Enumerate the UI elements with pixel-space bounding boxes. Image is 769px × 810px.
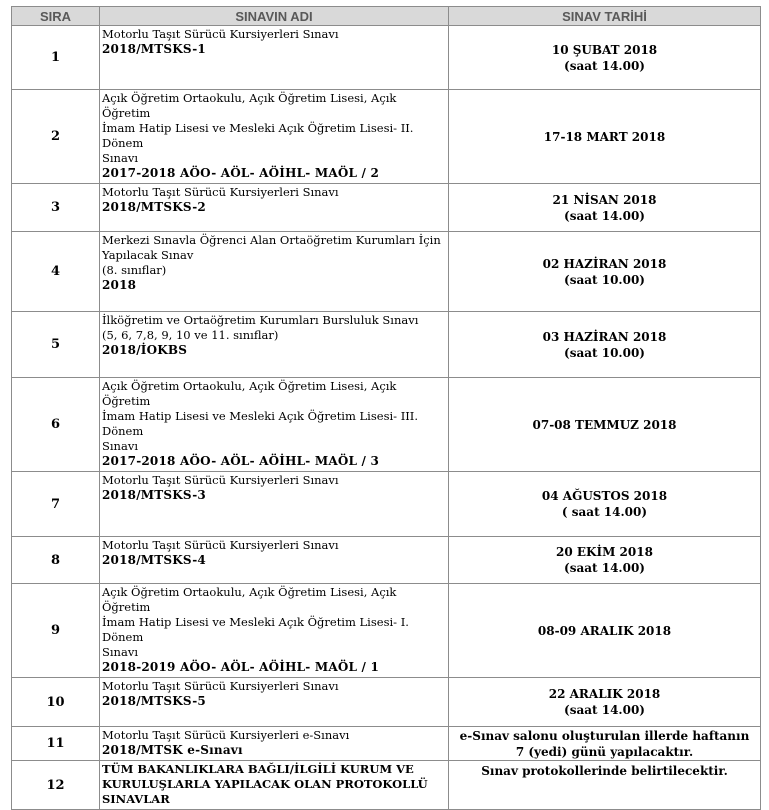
exam-name-cell [100,678,449,727]
exam-name-line: Açık Öğretim Ortaokulu, Açık Öğretim Lisesi, Açık Öğretim [102,379,397,408]
row-number: 12 [12,761,100,810]
exam-name-line: (5, 6, 7,8, 9, 10 ve 11. sınıflar) [102,328,279,342]
exam-date-cell [449,537,761,584]
exam-code: 2018/MTSKS-2 [102,200,206,214]
table-header-row [12,7,761,26]
row-number: 4 [12,232,100,312]
exam-name-line: Yapılacak Sınav [102,248,194,262]
exam-code: 2017-2018 AÖO- AÖL- AÖİHL- MAÖL / 3 [102,454,380,468]
exam-code: 2018 [102,278,137,292]
table-row [12,26,761,90]
table-row [12,727,761,761]
exam-name-line: Sınavı [102,645,138,659]
exam-date: 17-18 MART 2018 [543,129,666,144]
exam-name-line: TÜM BAKANLIKLARA BAĞLI/İLGİLİ KURUM VE [102,762,414,776]
exam-date: 02 HAZİRAN 2018 [542,256,667,271]
exam-time: (saat 10.00) [564,272,645,287]
exam-code: 2018/MTSKS-1 [102,42,206,56]
exam-time: (saat 14.00) [564,208,645,223]
exam-name-cell [100,232,449,312]
exam-time: (saat 14.00) [564,58,645,73]
exam-name-line: Motorlu Taşıt Sürücü Kursiyerleri Sınavı [102,679,339,693]
row-number: 1 [12,26,100,90]
exam-name-cell [100,584,449,678]
exam-code: 2018-2019 AÖO- AÖL- AÖİHL- MAÖL / 1 [102,660,380,674]
exam-date-cell [449,184,761,232]
exam-time: (saat 10.00) [564,345,645,360]
exam-code: 2018/MTSK e-Sınavı [102,743,243,757]
exam-name-cell [100,312,449,378]
row-number: 2 [12,90,100,184]
exam-time: (saat 14.00) [564,561,645,575]
row-number: 8 [12,537,100,584]
exam-name-line: İlköğretim ve Ortaöğretim Kurumları Bursluluk Sınavı [102,313,419,327]
exam-date-note: 7 (yedi) günü yapılacaktır. [515,744,694,759]
exam-schedule-table [11,6,761,810]
exam-name-line: Sınavı [102,439,138,453]
header-exam-date: SINAV TARİHİ [449,7,761,26]
table-row [12,232,761,312]
exam-date-cell [449,584,761,678]
exam-name-line: SINAVLAR [102,792,170,806]
exam-date-note: Sınav protokollerinde belirtilecektir. [481,764,728,778]
exam-name-cell [100,378,449,472]
exam-name-line: Motorlu Taşıt Sürücü Kursiyerleri Sınavı [102,473,339,487]
table-row [12,472,761,537]
exam-date: 21 NİSAN 2018 [552,192,657,207]
exam-date: 20 EKİM 2018 [556,545,653,559]
header-no: SIRA [12,7,100,26]
exam-name-cell [100,472,449,537]
exam-name-line: KURULUŞLARLA YAPILACAK OLAN PROTOKOLLÜ [102,777,428,791]
row-number: 9 [12,584,100,678]
exam-date: 04 AĞUSTOS 2018 [541,489,668,503]
exam-date-cell [449,761,761,810]
exam-name-line: İmam Hatip Lisesi ve Mesleki Açık Öğretim Lisesi- II. Dönem [102,121,414,150]
exam-name-cell [100,727,449,761]
exam-date-cell [449,678,761,727]
table-row [12,761,761,810]
exam-code: 2018/İOKBS [102,343,188,357]
table-row [12,678,761,727]
exam-name-line: Motorlu Taşıt Sürücü Kursiyerleri Sınavı [102,538,339,552]
exam-name-cell [100,761,449,810]
exam-time: ( saat 14.00) [561,505,648,519]
exam-code: 2018/MTSKS-3 [102,488,206,502]
exam-name-line: İmam Hatip Lisesi ve Mesleki Açık Öğretim Lisesi- III. Dönem [102,409,418,438]
table-row [12,312,761,378]
exam-name-line: İmam Hatip Lisesi ve Mesleki Açık Öğretim Lisesi- I. Dönem [102,615,409,644]
exam-code: 2018/MTSKS-4 [102,553,206,567]
exam-date: 10 ŞUBAT 2018 [551,42,658,57]
exam-name-line: (8. sınıflar) [102,263,167,277]
exam-date-cell [449,472,761,537]
exam-date-cell [449,727,761,761]
row-number: 10 [12,678,100,727]
row-number: 7 [12,472,100,537]
table-row [12,537,761,584]
exam-time: (saat 14.00) [564,703,645,717]
exam-name-line: Açık Öğretim Ortaokulu, Açık Öğretim Lisesi, Açık Öğretim [102,91,397,120]
header-exam-name: SINAVIN ADI [100,7,449,26]
exam-name-cell [100,26,449,90]
exam-name-line: Motorlu Taşıt Sürücü Kursiyerleri Sınavı [102,27,339,41]
row-number: 11 [12,727,100,761]
table-row [12,584,761,678]
table-row [12,378,761,472]
exam-date-cell [449,90,761,184]
exam-date: 08-09 ARALIK 2018 [537,623,672,638]
exam-date: 03 HAZİRAN 2018 [542,329,667,344]
exam-date-cell [449,378,761,472]
exam-name-cell [100,537,449,584]
exam-date: 22 ARALIK 2018 [548,687,661,701]
exam-date-cell [449,312,761,378]
exam-name-cell [100,184,449,232]
exam-name-line: Merkezi Sınavla Öğrenci Alan Ortaöğretim Kurumları İçin [102,233,441,247]
exam-date: 07-08 TEMMUZ 2018 [532,417,677,432]
exam-name-line: Sınavı [102,151,138,165]
exam-date-cell [449,232,761,312]
table-row [12,184,761,232]
exam-name-cell [100,90,449,184]
exam-name-line: Motorlu Taşıt Sürücü Kursiyerleri e-Sınavı [102,728,350,742]
row-number: 5 [12,312,100,378]
exam-code: 2017-2018 AÖO- AÖL- AÖİHL- MAÖL / 2 [102,166,380,180]
exam-date-note: e-Sınav salonu oluşturulan illerde haftanın [459,728,750,743]
row-number: 3 [12,184,100,232]
table-row [12,90,761,184]
exam-date-cell [449,26,761,90]
exam-code: 2018/MTSKS-5 [102,694,206,708]
exam-name-line: Açık Öğretim Ortaokulu, Açık Öğretim Lisesi, Açık Öğretim [102,585,397,614]
row-number: 6 [12,378,100,472]
exam-name-line: Motorlu Taşıt Sürücü Kursiyerleri Sınavı [102,185,339,199]
